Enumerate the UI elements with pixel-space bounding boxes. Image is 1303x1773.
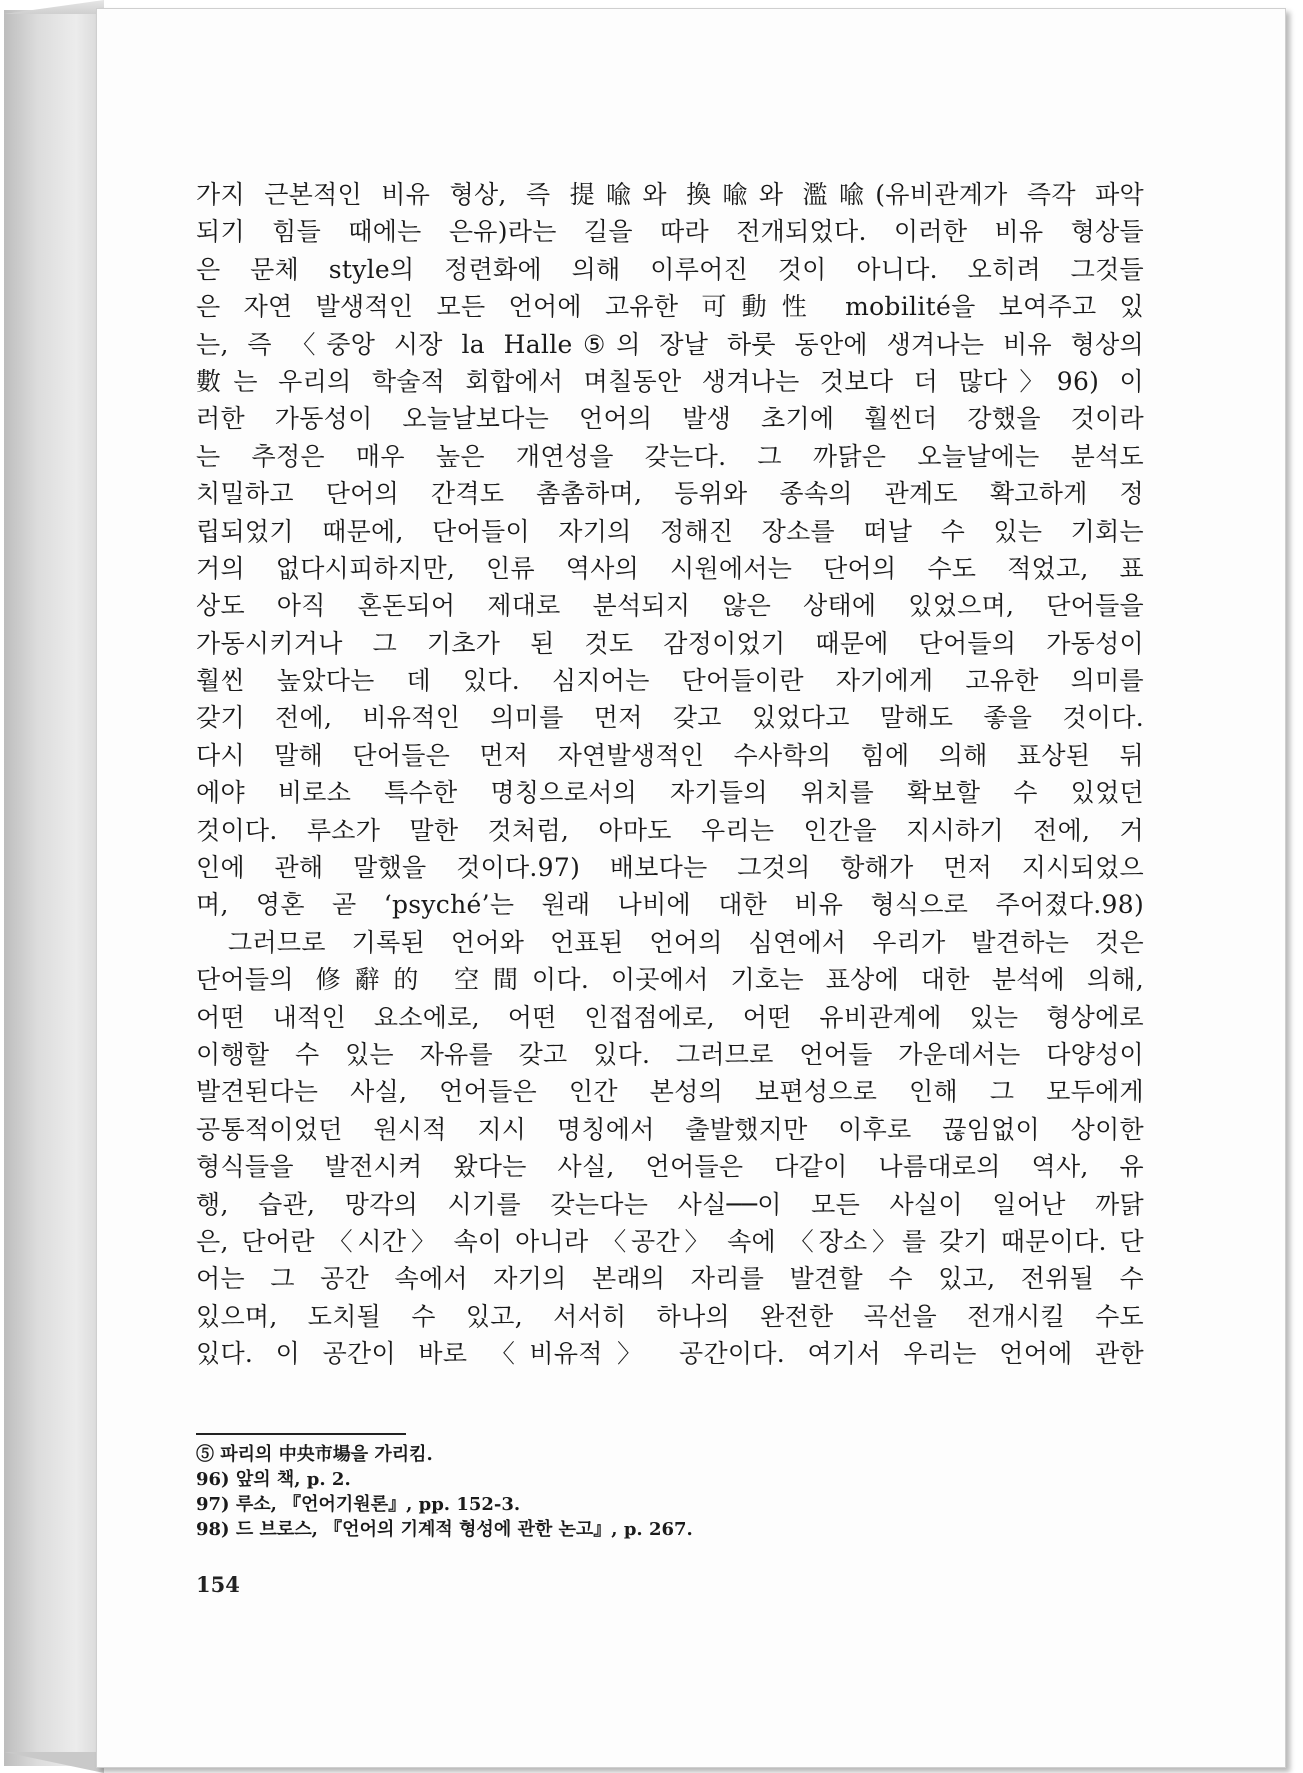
text-line: 발견된다는 사실, 언어들은 인간 본성의 보편성으로 인해 그 모두에게: [196, 1077, 1144, 1107]
text-line: 단어들의 修辭的 空間이다. 이곳에서 기호는 표상에 대한 분석에 의해,: [196, 965, 1144, 995]
text-line: 은 문체 style의 정련화에 의해 이루어진 것이 아니다. 오히려 그것들: [196, 254, 1144, 284]
text-line: 가동시키거나 그 기초가 된 것도 감정이었기 때문에 단어들의 가동성이: [196, 628, 1144, 658]
text-line: 형식들을 발전시켜 왔다는 사실, 언어들은 다같이 나름대로의 역사, 유: [196, 1152, 1144, 1182]
text-line: 인에 관해 말했을 것이다.97) 배보다는 그것의 항해가 먼저 지시되었으: [196, 853, 1144, 883]
book-spine-edge: [4, 10, 100, 1766]
body-text: [196, 176, 1144, 1373]
text-line: 는, 즉 〈중앙 시장 la Halle⑤의 장날 하룻 동안에 생겨나는 비유 형상의: [196, 329, 1144, 359]
text-line: 며, 영혼 곧 ‘psyché’는 원래 나비에 대한 비유 형식으로 주어졌다.98): [196, 890, 1144, 920]
text-line: 는 추정은 매우 높은 개연성을 갖는다. 그 까닭은 오늘날에는 분석도: [196, 441, 1144, 471]
footnote: 97) 루소, 『언어기원론』, pp. 152-3.: [196, 1494, 521, 1515]
text-line: 가지 근본적인 비유 형상, 즉 提喩와 換喩와 濫喩(유비관계가 즉각 파악: [196, 180, 1144, 209]
text-line: 이행할 수 있는 자유를 갖고 있다. 그러므로 언어들 가운데서는 다양성이: [196, 1039, 1144, 1069]
text-line: 치밀하고 단어의 간격도 촘촘하며, 등위와 종속의 관계도 확고하게 정: [196, 479, 1144, 509]
text-line: 것이다. 루소가 말한 것처럼, 아마도 우리는 인간을 지시하기 전에, 거: [196, 815, 1144, 845]
text-line: 공통적이었던 원시적 지시 명칭에서 출발했지만 이후로 끊임없이 상이한: [196, 1114, 1144, 1144]
footnote: 96) 앞의 책, p. 2.: [196, 1469, 351, 1490]
text-line: 상도 아직 혼돈되어 제대로 분석되지 않은 상태에 있었으며, 단어들을: [196, 591, 1144, 621]
text-line: 립되었기 때문에, 단어들이 자기의 정해진 장소를 떠날 수 있는 기회는: [196, 516, 1144, 546]
text-line: 어는 그 공간 속에서 자기의 본래의 자리를 발견할 수 있고, 전위될 수: [196, 1264, 1144, 1294]
text-line: 다시 말해 단어들은 먼저 자연발생적인 수사학의 힘에 의해 표상된 뒤: [196, 740, 1144, 770]
footnote-rule: [196, 1433, 406, 1435]
text-line: 되기 힘들 때에는 은유)라는 길을 따라 전개되었다. 이러한 비유 형상들: [196, 217, 1144, 247]
text-line: 행, 습관, 망각의 시기를 갖는다는 사실──이 모든 사실이 일어난 까닭: [196, 1189, 1144, 1219]
paragraph-first-line: 그러므로 기록된 언어와 언표된 언어의 심연에서 우리가 발견하는 것은: [228, 927, 1144, 957]
text-line: 에야 비로소 특수한 명칭으로서의 자기들의 위치를 확보할 수 있었던: [196, 778, 1144, 808]
text-line: 있다. 이 공간이 바로 〈비유적〉 공간이다. 여기서 우리는 언어에 관한: [196, 1339, 1144, 1369]
text-line: 은, 단어란 〈시간〉 속이 아니라 〈공간〉 속에 〈장소〉를 갖기 때문이다. 단: [196, 1226, 1144, 1256]
text-line: 갖기 전에, 비유적인 의미를 먼저 갖고 있었다고 말해도 좋을 것이다.: [196, 703, 1144, 733]
footnotes: [196, 1442, 896, 1542]
text-line: 훨씬 높았다는 데 있다. 심지어는 단어들이란 자기에게 고유한 의미를: [196, 666, 1144, 696]
footnote: ⑤ 파리의 中央市場을 가리킴.: [196, 1444, 433, 1465]
text-line: 거의 없다시피하지만, 인류 역사의 시원에서는 단어의 수도 적었고, 표: [196, 553, 1144, 583]
text-line: 은 자연 발생적인 모든 언어에 고유한 可動性 mobilité을 보여주고 있: [196, 292, 1144, 322]
text-line: 러한 가동성이 오늘날보다는 언어의 발생 초기에 훨씬더 강했을 것이라: [196, 404, 1144, 434]
text-line: 數는 우리의 학술적 회합에서 며칠동안 생겨나는 것보다 더 많다〉96) 이: [196, 366, 1144, 396]
page-number: 154: [196, 1572, 240, 1597]
text-line: 어떤 내적인 요소에로, 어떤 인접점에로, 어떤 유비관계에 있는 형상에로: [196, 1002, 1144, 1032]
text-line: 있으며, 도치될 수 있고, 서서히 하나의 완전한 곡선을 전개시킬 수도: [196, 1301, 1144, 1331]
footnote: 98) 드 브로스, 『언어의 기계적 형성에 관한 논고』, p. 267.: [196, 1519, 693, 1540]
